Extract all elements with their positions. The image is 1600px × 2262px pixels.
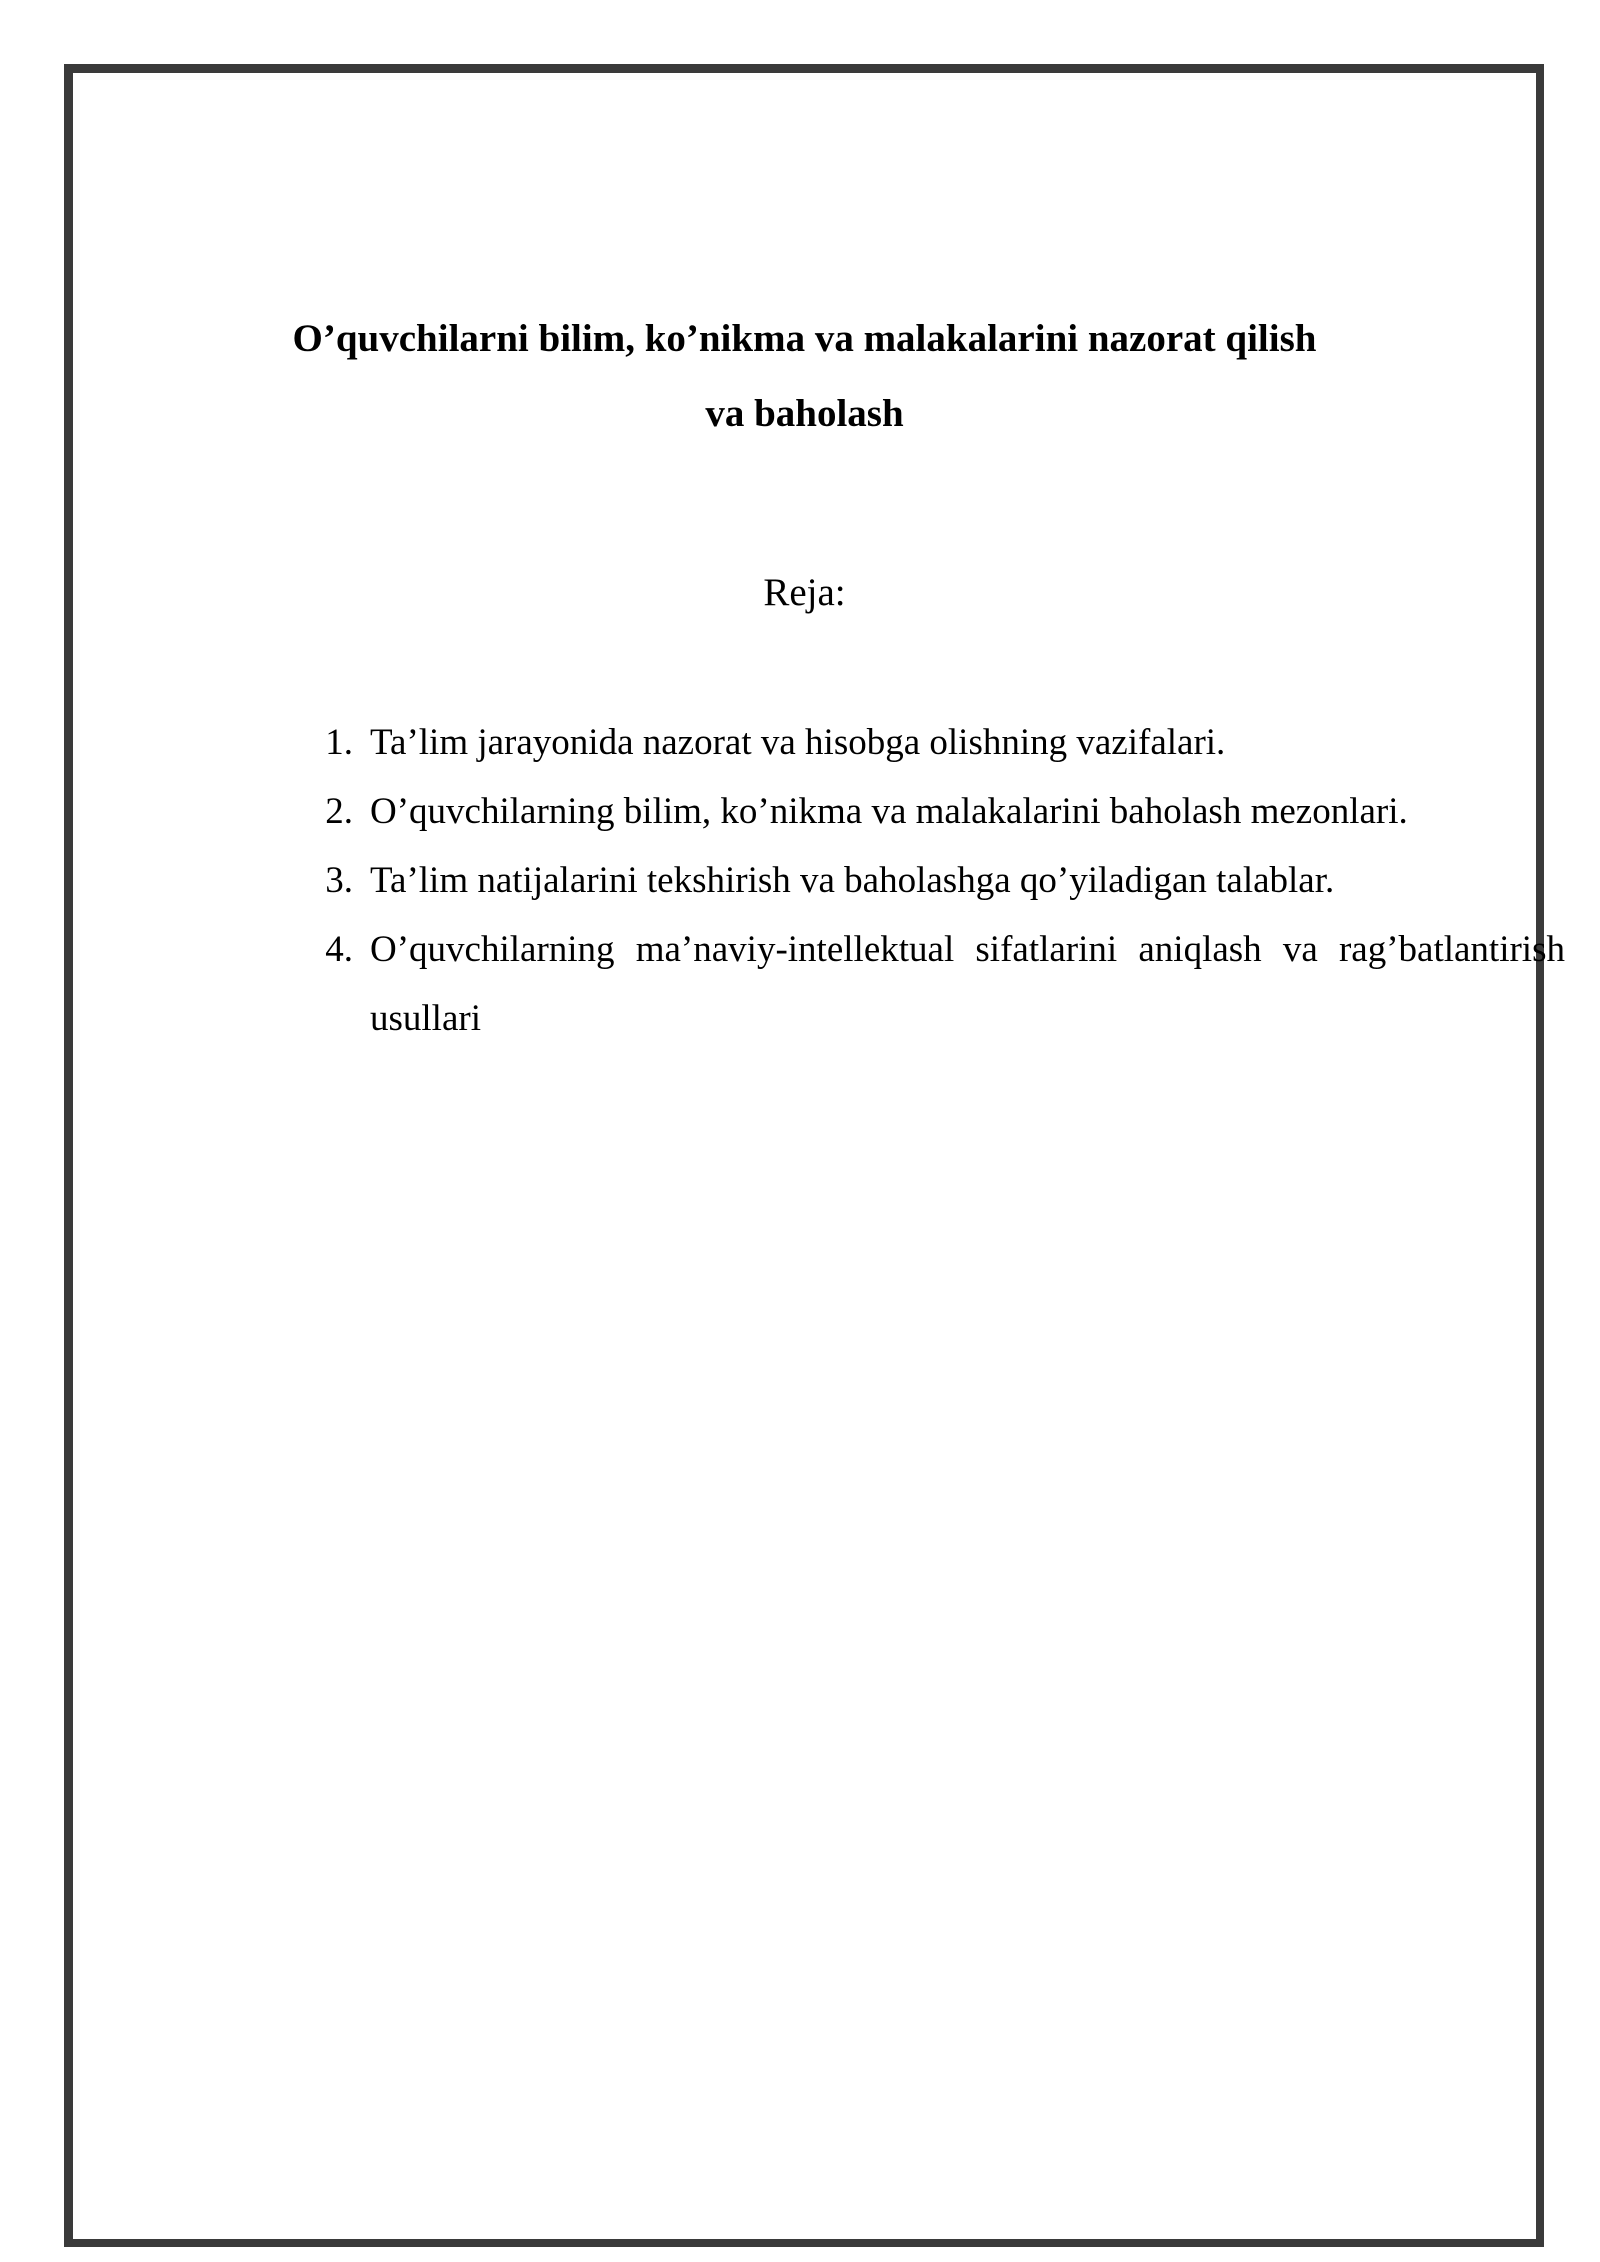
plan-item-number: 1. bbox=[325, 722, 353, 763]
plan-item-text: Ta’lim jarayonida nazorat va hisobga olishning vazifalari. bbox=[370, 722, 1226, 763]
plan-item-3 bbox=[313, 846, 1565, 915]
plan-item-number: 2. bbox=[325, 791, 353, 832]
plan-item-number: 4. bbox=[325, 929, 353, 970]
title-line-2: va baholash bbox=[705, 392, 904, 435]
plan-item-2 bbox=[313, 777, 1565, 846]
plan-item-4 bbox=[313, 915, 1565, 1053]
plan-list bbox=[313, 708, 1565, 1053]
page-border bbox=[64, 64, 1565, 2247]
title-line-1: O’quvchilarni bilim, ko’nikma va malakalarini nazorat qilish bbox=[292, 317, 1317, 360]
plan-heading: Reja: bbox=[763, 571, 846, 614]
plan-item-text: O’quvchilarning bilim, ko’nikma va malakalarini baholash mezonlari. bbox=[370, 791, 1408, 832]
plan-item-number: 3. bbox=[325, 860, 353, 901]
plan-item-text: O’quvchilarning ma’naviy-intellektual sifatlarini aniqlash va rag’batlantirish usullari bbox=[370, 929, 1565, 1039]
plan-item-1 bbox=[313, 708, 1565, 777]
plan-item-text: Ta’lim natijalarini tekshirish va baholashga qo’yiladigan talablar. bbox=[370, 860, 1335, 901]
document-title bbox=[73, 301, 1536, 451]
